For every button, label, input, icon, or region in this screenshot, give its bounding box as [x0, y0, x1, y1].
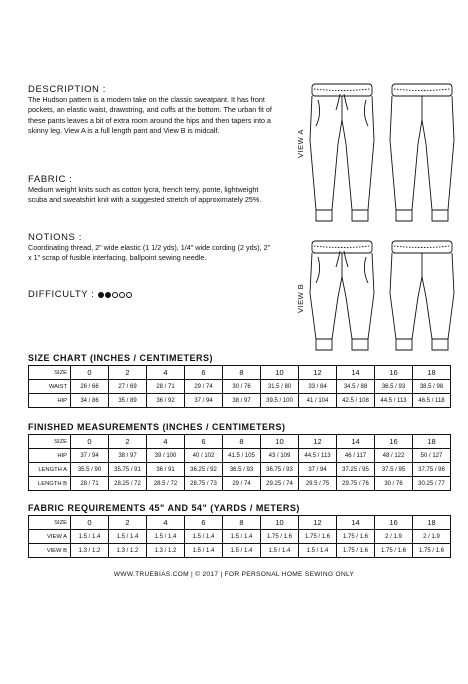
- row-label: VIEW A: [29, 530, 71, 544]
- difficulty-dot-empty: [126, 292, 132, 298]
- row-label: HIP: [29, 449, 71, 463]
- size-header: 8: [223, 516, 261, 530]
- table-cell: 1.3 / 1.2: [147, 544, 185, 558]
- table-cell: 37 / 94: [185, 394, 223, 408]
- table-cell: 1.5 / 1.4: [71, 530, 109, 544]
- view-a-label: VIEW A: [296, 129, 305, 158]
- table-cell: 37 / 94: [71, 449, 109, 463]
- table-cell: 1.75 / 1.6: [261, 530, 299, 544]
- row-label: LENGTH A: [29, 463, 71, 477]
- view-a-front: [310, 84, 374, 221]
- row-label: HIP: [29, 394, 71, 408]
- table-cell: 33 / 84: [299, 380, 337, 394]
- table-cell: 30.25 / 77: [413, 477, 451, 491]
- table-cell: 28.5 / 72: [147, 477, 185, 491]
- size-header: 14: [337, 516, 375, 530]
- view-b-back: [390, 241, 454, 350]
- size-header: 14: [337, 366, 375, 380]
- header-label: SIZE: [29, 366, 71, 380]
- table-cell: 30 / 76: [375, 477, 413, 491]
- table-header-row: [29, 516, 451, 530]
- view-b-front: [310, 241, 374, 350]
- table-cell: 37 / 94: [299, 463, 337, 477]
- view-a-illustration: [304, 80, 464, 230]
- table-row: [29, 530, 451, 544]
- header-label: SIZE: [29, 516, 71, 530]
- table-cell: 1.3 / 1.2: [71, 544, 109, 558]
- table-cell: 30 / 76: [223, 380, 261, 394]
- table-cell: 44.5 / 113: [299, 449, 337, 463]
- row-label: WAIST: [29, 380, 71, 394]
- finished-measurements-title: FINISHED MEASUREMENTS (INCHES / CENTIMETERS): [28, 422, 286, 432]
- size-chart-title: SIZE CHART (INCHES / CENTIMETERS): [28, 353, 214, 363]
- table-cell: 43 / 109: [261, 449, 299, 463]
- size-header: 10: [261, 516, 299, 530]
- size-header: 8: [223, 435, 261, 449]
- difficulty-dot-filled: [98, 292, 104, 298]
- size-header: 10: [261, 435, 299, 449]
- table-cell: 2 / 1.9: [375, 530, 413, 544]
- size-header: 18: [413, 366, 451, 380]
- table-cell: 34 / 86: [71, 394, 109, 408]
- table-cell: 46.5 / 118: [413, 394, 451, 408]
- table-cell: 36 / 91: [147, 463, 185, 477]
- table-cell: 40 / 102: [185, 449, 223, 463]
- description-heading: DESCRIPTION :: [28, 84, 107, 95]
- table-cell: 37.75 / 96: [413, 463, 451, 477]
- view-a-back: [390, 84, 454, 221]
- table-cell: 28.25 / 72: [109, 477, 147, 491]
- table-cell: 36.5 / 93: [375, 380, 413, 394]
- table-cell: 38 / 97: [109, 449, 147, 463]
- size-header: 2: [109, 435, 147, 449]
- table-row: [29, 394, 451, 408]
- table-cell: 48 / 122: [375, 449, 413, 463]
- table-cell: 28 / 71: [147, 380, 185, 394]
- table-row: [29, 477, 451, 491]
- row-label: VIEW B: [29, 544, 71, 558]
- table-cell: 37.25 / 95: [337, 463, 375, 477]
- table-cell: 38.5 / 98: [413, 380, 451, 394]
- size-header: 6: [185, 435, 223, 449]
- size-header: 6: [185, 516, 223, 530]
- table-cell: 38 / 97: [223, 394, 261, 408]
- table-cell: 29.75 / 76: [337, 477, 375, 491]
- table-cell: 42.5 / 108: [337, 394, 375, 408]
- size-header: 10: [261, 366, 299, 380]
- description-text: The Hudson pattern is a modern take on the classic sweatpant. It has front pockets, an elastic waist, drawstring, and cuffs at the bottom. The urban fit of these pants leaves a bit of extra room around the hips and then tapers into a skinny leg. View A is a full length pant and View B is midcalf.: [28, 95, 272, 136]
- size-header: 12: [299, 435, 337, 449]
- fabric-text: Medium weight knits such as cotton lycra, french terry, ponte, lightweight scuba and sweatshirt knit with a suggested stretch of approximately 25%.: [28, 185, 262, 205]
- view-b-label: VIEW B: [296, 283, 305, 313]
- table-cell: 1.75 / 1.6: [337, 530, 375, 544]
- size-header: 0: [71, 435, 109, 449]
- table-cell: 26 / 66: [71, 380, 109, 394]
- table-cell: 1.5 / 1.4: [223, 544, 261, 558]
- table-cell: 1.75 / 1.6: [299, 530, 337, 544]
- difficulty-dot-empty: [112, 292, 118, 298]
- table-cell: 1.75 / 1.6: [375, 544, 413, 558]
- size-header: 2: [109, 516, 147, 530]
- table-cell: 36.5 / 93: [223, 463, 261, 477]
- size-header: 16: [375, 435, 413, 449]
- notions-text: Coordinating thread, 2" wide elastic (1 1/2 yds), 1/4" wide cording (2 yds), 2" x 1" scrap of fusible interfacing, ballpoint sewing needle.: [28, 243, 271, 263]
- table-cell: 39.5 / 100: [261, 394, 299, 408]
- size-header: 12: [299, 366, 337, 380]
- table-cell: 29 / 74: [185, 380, 223, 394]
- table-row: [29, 463, 451, 477]
- size-header: 4: [147, 435, 185, 449]
- size-header: 4: [147, 366, 185, 380]
- table-cell: 29.25 / 74: [261, 477, 299, 491]
- table-header-row: [29, 435, 451, 449]
- table-cell: 35.75 / 91: [109, 463, 147, 477]
- table-cell: 44.5 / 113: [375, 394, 413, 408]
- footer-text: WWW.TRUEBIAS.COM | © 2017 | FOR PERSONAL HOME SEWING ONLY: [113, 571, 355, 578]
- difficulty-dot-filled: [105, 292, 111, 298]
- difficulty-rating: [28, 289, 133, 300]
- table-cell: 50 / 127: [413, 449, 451, 463]
- table-cell: 36 / 92: [147, 394, 185, 408]
- table-cell: 1.5 / 1.4: [147, 530, 185, 544]
- size-header: 12: [299, 516, 337, 530]
- table-cell: 27 / 69: [109, 380, 147, 394]
- table-cell: 46 / 117: [337, 449, 375, 463]
- difficulty-dot-empty: [119, 292, 125, 298]
- size-header: 0: [71, 516, 109, 530]
- table-header-row: [29, 366, 451, 380]
- table-cell: 1.5 / 1.4: [185, 544, 223, 558]
- table-cell: 2 / 1.9: [413, 530, 451, 544]
- table-cell: 29.5 / 75: [299, 477, 337, 491]
- table-cell: 1.5 / 1.4: [261, 544, 299, 558]
- table-cell: 1.5 / 1.4: [223, 530, 261, 544]
- size-header: 0: [71, 366, 109, 380]
- table-cell: 31.5 / 80: [261, 380, 299, 394]
- finished-measurements-table: [28, 434, 451, 491]
- table-cell: 41.5 / 105: [223, 449, 261, 463]
- table-cell: 34.5 / 88: [337, 380, 375, 394]
- table-cell: 1.75 / 1.6: [337, 544, 375, 558]
- table-cell: 1.5 / 1.4: [109, 530, 147, 544]
- table-cell: 29 / 74: [223, 477, 261, 491]
- table-cell: 36.25 / 92: [185, 463, 223, 477]
- size-header: 8: [223, 366, 261, 380]
- table-cell: 28 / 71: [71, 477, 109, 491]
- table-cell: 1.5 / 1.4: [185, 530, 223, 544]
- table-cell: 1.5 / 1.4: [299, 544, 337, 558]
- notions-heading: NOTIONS :: [28, 232, 82, 243]
- difficulty-dots: [98, 292, 133, 298]
- fabric-requirements-title: FABRIC REQUIREMENTS 45" AND 54" (YARDS / METERS): [28, 503, 300, 513]
- table-cell: 41 / 104: [299, 394, 337, 408]
- table-cell: 39 / 100: [147, 449, 185, 463]
- table-cell: 36.75 / 93: [261, 463, 299, 477]
- table-row: [29, 544, 451, 558]
- size-header: 6: [185, 366, 223, 380]
- table-cell: 35.5 / 90: [71, 463, 109, 477]
- table-cell: 1.3 / 1.2: [109, 544, 147, 558]
- size-chart-table: [28, 365, 451, 408]
- table-cell: 37.5 / 95: [375, 463, 413, 477]
- size-header: 16: [375, 366, 413, 380]
- fabric-requirements-table: [28, 515, 451, 558]
- table-cell: 28.75 / 73: [185, 477, 223, 491]
- size-header: 4: [147, 516, 185, 530]
- difficulty-label: DIFFICULTY :: [28, 289, 95, 300]
- row-label: LENGTH B: [29, 477, 71, 491]
- size-header: 14: [337, 435, 375, 449]
- header-label: SIZE: [29, 435, 71, 449]
- size-header: 16: [375, 516, 413, 530]
- size-header: 2: [109, 366, 147, 380]
- table-row: [29, 449, 451, 463]
- view-b-illustration: [304, 237, 464, 359]
- size-header: 18: [413, 435, 451, 449]
- table-cell: 1.75 / 1.6: [413, 544, 451, 558]
- table-cell: 35 / 89: [109, 394, 147, 408]
- fabric-heading: FABRIC :: [28, 174, 73, 185]
- size-header: 18: [413, 516, 451, 530]
- table-row: [29, 380, 451, 394]
